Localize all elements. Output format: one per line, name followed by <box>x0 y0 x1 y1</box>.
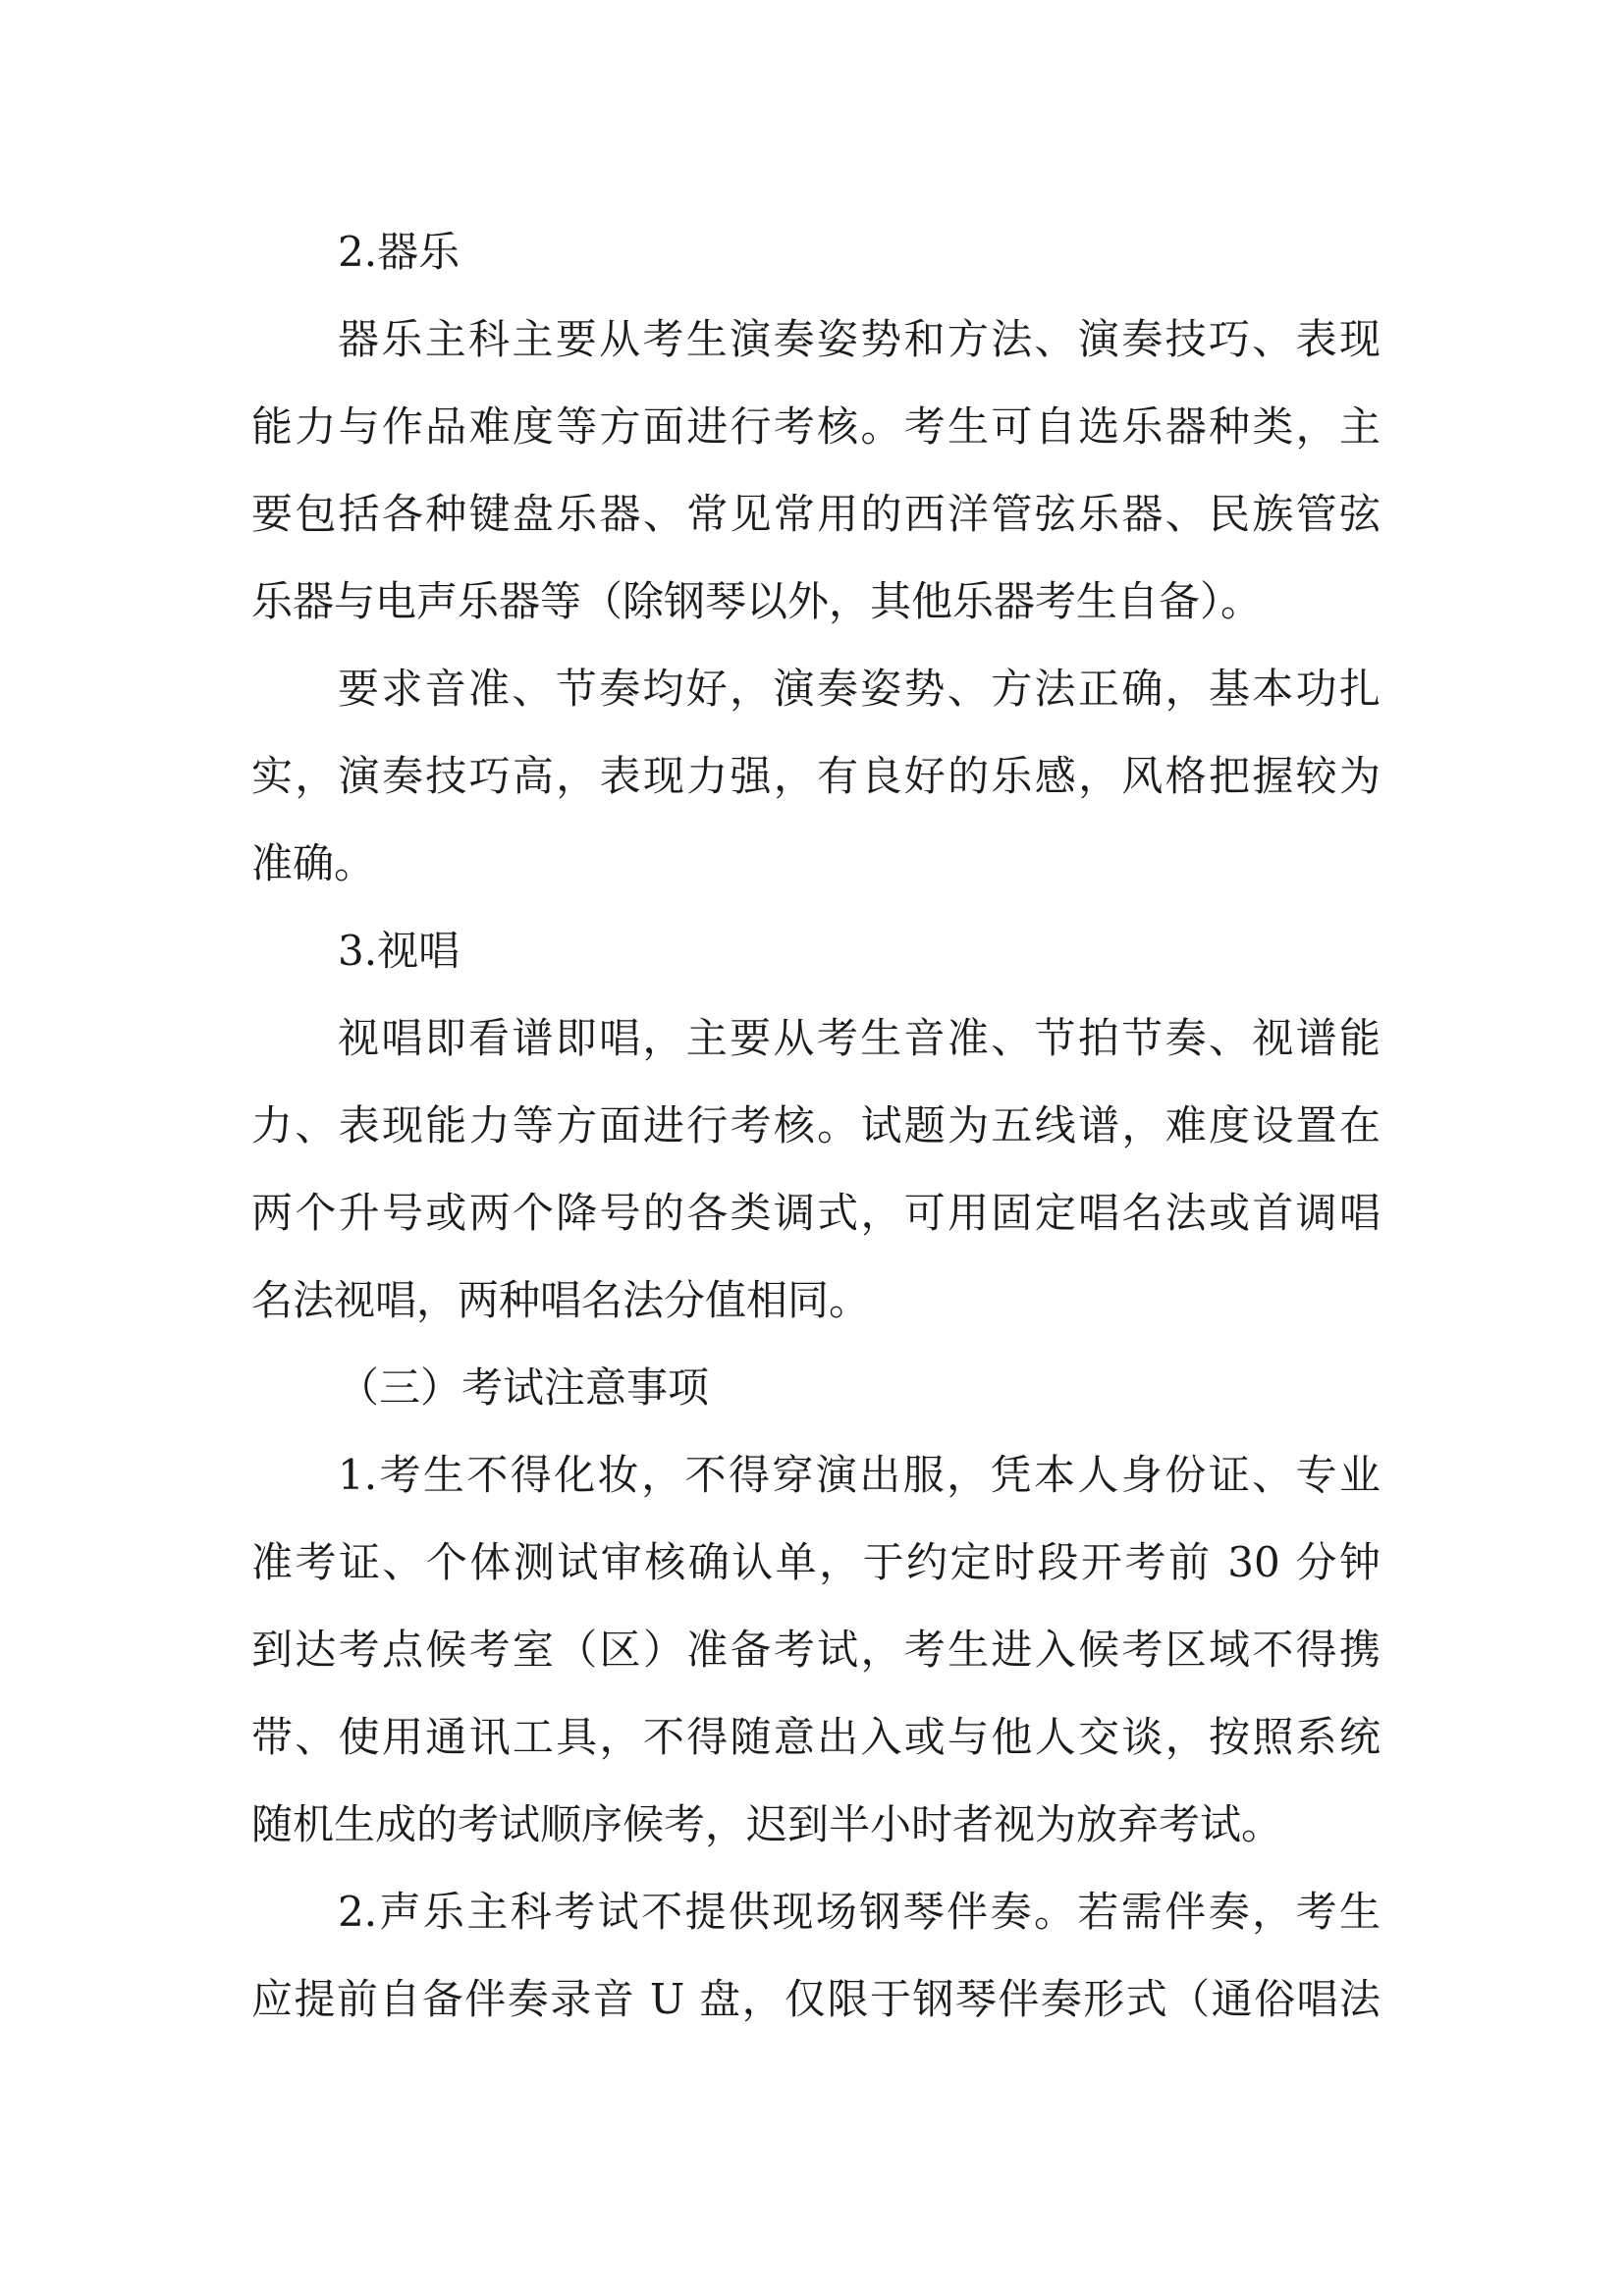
paragraph-line: 应提前自备伴奏录音 U 盘，仅限于钢琴伴奏形式（通俗唱法 <box>251 1975 1380 2023</box>
paragraph-line: 要包括各种键盘乐器、常见常用的西洋管弦乐器、民族管弦 <box>251 490 1380 538</box>
paragraph-line: 准确。 <box>251 839 376 887</box>
paragraph-line: 准考证、个体测试审核确认单，于约定时段开考前 30 分钟 <box>251 1538 1380 1586</box>
paragraph-line: 实，演奏技巧高，表现力强，有良好的乐感，风格把握较为 <box>251 752 1380 800</box>
paragraph-line: 要求音准、节奏均好，演奏姿势、方法正确，基本功扎 <box>338 665 1380 713</box>
section-heading-instrumental: 2.器乐 <box>338 228 460 276</box>
paragraph-line: 1.考生不得化妆，不得穿演出服，凭本人身份证、专业 <box>338 1451 1380 1499</box>
section-heading-exam-notes: （三）考试注意事项 <box>338 1363 710 1412</box>
paragraph-line: 器乐主科主要从考生演奏姿势和方法、演奏技巧、表现 <box>338 315 1380 363</box>
paragraph-line: 名法视唱，两种唱名法分值相同。 <box>251 1276 871 1324</box>
section-heading-sight-singing: 3.视唱 <box>338 927 460 975</box>
paragraph-line: 两个升号或两个降号的各类调式，可用固定唱名法或首调唱 <box>251 1189 1380 1237</box>
paragraph-line: 带、使用通讯工具，不得随意出入或与他人交谈，按照系统 <box>251 1713 1380 1761</box>
paragraph-line: 随机生成的考试顺序候考，迟到半小时者视为放弃考试。 <box>251 1800 1283 1848</box>
paragraph-line: 视唱即看谱即唱，主要从考生音准、节拍节奏、视谱能 <box>338 1014 1380 1062</box>
paragraph-line: 力、表现能力等方面进行考核。试题为五线谱，难度设置在 <box>251 1101 1380 1149</box>
paragraph-line: 2.声乐主科考试不提供现场钢琴伴奏。若需伴奏，考生 <box>338 1888 1380 1936</box>
paragraph-line: 到达考点候考室（区）准备考试，考生进入候考区域不得携 <box>251 1626 1380 1674</box>
paragraph-line: 乐器与电声乐器等（除钢琴以外，其他乐器考生自备）。 <box>251 577 1263 625</box>
paragraph-line: 能力与作品难度等方面进行考核。考生可自选乐器种类，主 <box>251 402 1380 451</box>
